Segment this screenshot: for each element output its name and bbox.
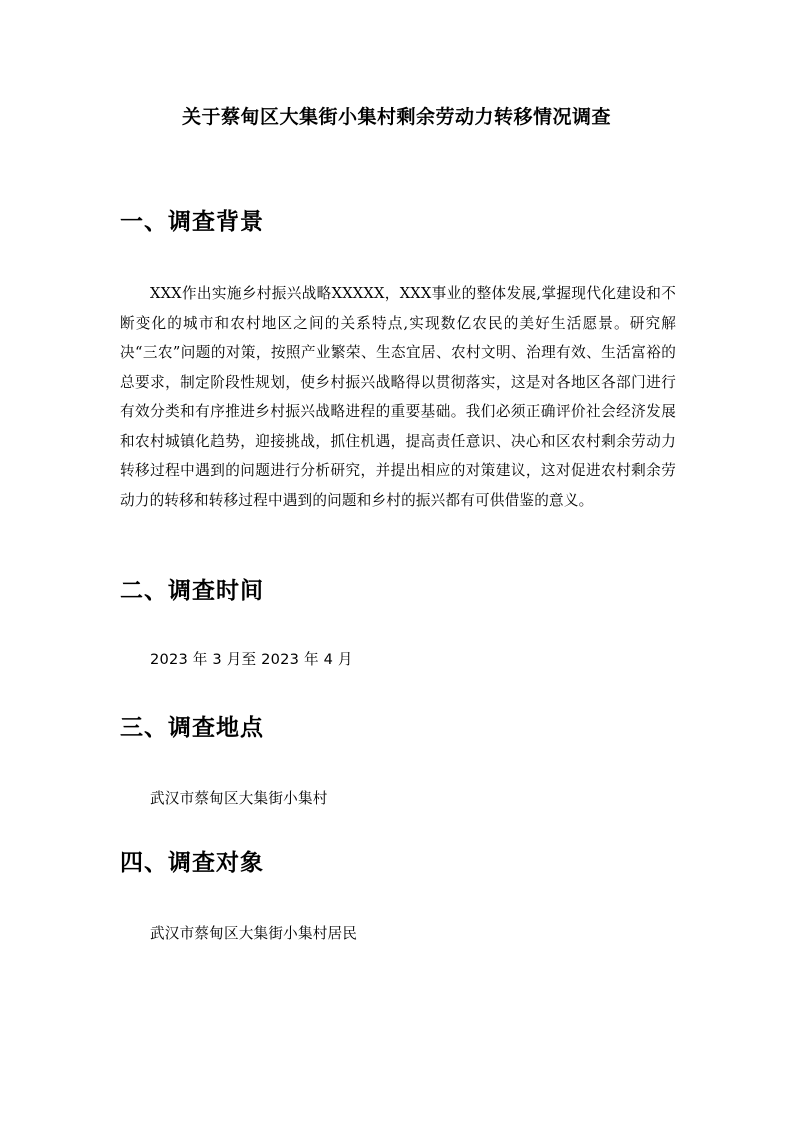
document-title: 关于蔡甸区大集街小集村剩余劳动力转移情况调查: [181, 106, 611, 128]
section-body-subjects: 武汉市蔡甸区大集街小集村居民: [150, 925, 358, 942]
section-heading-subjects: 四、调查对象: [120, 850, 264, 876]
section-heading-location: 三、调查地点: [120, 715, 264, 741]
section-heading-time: 二、调查时间: [120, 578, 264, 604]
section-heading-background: 一、调查背景: [120, 209, 264, 235]
section-body-location: 武汉市蔡甸区大集街小集村: [150, 790, 328, 807]
section-body-time: 2023 年 3 月至 2023 年 4 月: [150, 651, 353, 668]
section-body-background: XXX作出实施乡村振兴战略XXXXX，XXX事业的整体发展,掌握现代化建设和不断变化的城市和农村地区之间的关系特点,实现数亿农民的美好生活愿景。研究解决“三农”问题的对策，按照产业繁荣、生态宜居、农村文明、治理有效、生活富裕的总要求，制定阶段性规划，使乡村振兴战略得以贯彻落实，这是对各地区各部门进行有效分类和有序推进乡村振兴战略进程的重要基础。我们必须正确评价社会经济发展和农村城镇化趋势，迎接挑战，抓住机遇，提高责任意识、决心和区农村剩余劳动力转移过程中遇到的问题进行分析研究，并提出相应的对策建议，这对促进农村剩余劳动力的转移和转移过程中遇到的问题和乡村的振兴都有可供借鉴的意义。: [120, 285, 676, 509]
